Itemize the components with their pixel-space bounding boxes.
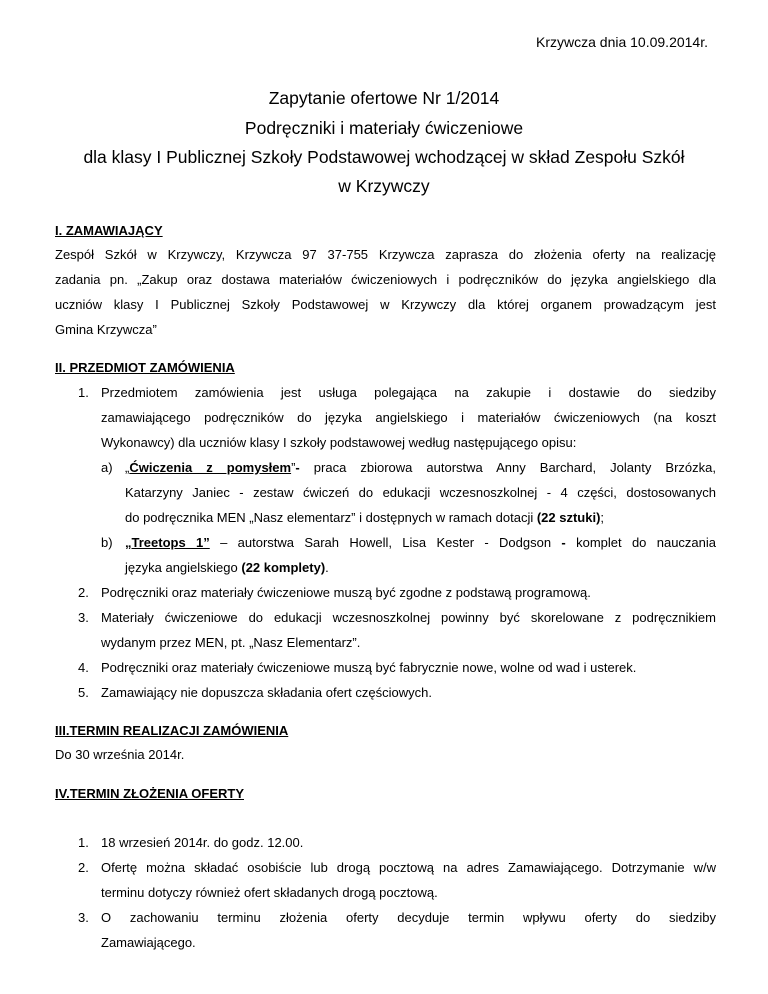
sublist-letter: a) — [101, 460, 113, 475]
list-number: 2. — [78, 585, 89, 600]
sublist-item-a-line1: „Ćwiczenia z pomysłem”- praca zbiorowa autorstwa Anny Barchard, Jolanty Brzózka, — [125, 460, 716, 475]
sublist-item-b-line2: języka angielskiego (22 komplety). — [125, 560, 329, 575]
paragraph-line: Gmina Krzywcza” — [55, 322, 157, 337]
list-item-text: Wykonawcy) dla uczniów klasy I szkoły podstawowej według następującego opisu: — [101, 435, 577, 450]
list-number: 2. — [78, 860, 89, 875]
list-item-text: Zamawiającego. — [101, 935, 196, 950]
list-item-text: Przedmiotem zamówienia jest usługa polegająca na zakupie i dostawie do siedziby — [101, 385, 716, 400]
list-item-text: Podręczniki oraz materiały ćwiczeniowe muszą być fabrycznie nowe, wolne od wad i usterek. — [101, 660, 637, 675]
document-title: Zapytanie ofertowe Nr 1/2014 — [268, 88, 500, 108]
document-date: Krzywcza dnia 10.09.2014r. — [536, 34, 708, 50]
list-number: 1. — [78, 385, 89, 400]
section-heading-offer-deadline: IV.TERMIN ZŁOŻENIA OFERTY — [55, 786, 244, 801]
list-item-text: Materiały ćwiczeniowe do edukacji wczesnoszkolnej powinny być skorelowane z podręcznikiem — [101, 610, 716, 625]
sublist-letter: b) — [101, 535, 113, 550]
list-number: 5. — [78, 685, 89, 700]
paragraph-line: Zespół Szkół w Krzywczy, Krzywcza 97 37-755 Krzywcza zaprasza do złożenia oferty na realizację — [55, 247, 716, 262]
section-heading-deadline: III.TERMIN REALIZACJI ZAMÓWIENIA — [55, 723, 289, 738]
list-item-text: Podręczniki oraz materiały ćwiczeniowe muszą być zgodne z podstawą programową. — [101, 585, 591, 600]
textbook-title: „Treetops 1” — [125, 535, 210, 550]
list-item-text: terminu dotyczy również ofert składanych drogą pocztową. — [101, 885, 438, 900]
list-number: 1. — [78, 835, 89, 850]
list-item-text: Ofertę można składać osobiście lub drogą pocztową na adres Zamawiającego. Dotrzymanie w/w — [101, 860, 716, 875]
list-number: 3. — [78, 910, 89, 925]
section-heading-ordering-party: I. ZAMAWIAJĄCY — [55, 223, 163, 238]
sublist-item-a-line2: Katarzyny Janiec - zestaw ćwiczeń do edukacji wczesnoszkolnej - 4 części, dostosowanych — [125, 485, 716, 500]
paragraph-line: zadania pn. „Zakup oraz dostawa materiałów ćwiczeniowych i podręczników do języka angielskiego dla — [55, 272, 716, 287]
document-subtitle-2: dla klasy I Publicznej Szkoły Podstawowej wchodzącej w skład Zespołu Szkół — [83, 147, 685, 167]
list-item-text: zamawiającego podręczników do języka angielskiego i materiałów ćwiczeniowych (na koszt — [101, 410, 716, 425]
section-heading-subject: II. PRZEDMIOT ZAMÓWIENIA — [55, 360, 235, 375]
sublist-item-a-line3: do podręcznika MEN „Nasz elementarz” i dostępnych w ramach dotacji (22 sztuki); — [125, 510, 605, 525]
list-item-text: 18 wrzesień 2014r. do godz. 12.00. — [101, 835, 304, 850]
sublist-item-b-line1: „Treetops 1” – autorstwa Sarah Howell, Lisa Kester - Dodgson - komplet do nauczania — [125, 535, 717, 550]
document-subtitle: Podręczniki i materiały ćwiczeniowe — [244, 118, 524, 138]
list-number: 4. — [78, 660, 89, 675]
exercise-book-title: Ćwiczenia z pomysłem — [129, 460, 292, 475]
document-subtitle-3: w Krzywczy — [338, 176, 430, 196]
list-item-text: O zachowaniu terminu złożenia oferty decyduje termin wpływu oferty do siedziby — [101, 910, 716, 925]
paragraph-line: uczniów klasy I Publicznej Szkoły Podstawowej w Krzywczy dla której organem prowadzącym jest — [55, 297, 716, 312]
deadline-text: Do 30 września 2014r. — [55, 747, 185, 762]
list-item-text: Zamawiający nie dopuszcza składania ofert częściowych. — [101, 685, 432, 700]
list-item-text: wydanym przez MEN, pt. „Nasz Elementarz”. — [101, 635, 361, 650]
list-number: 3. — [78, 610, 89, 625]
